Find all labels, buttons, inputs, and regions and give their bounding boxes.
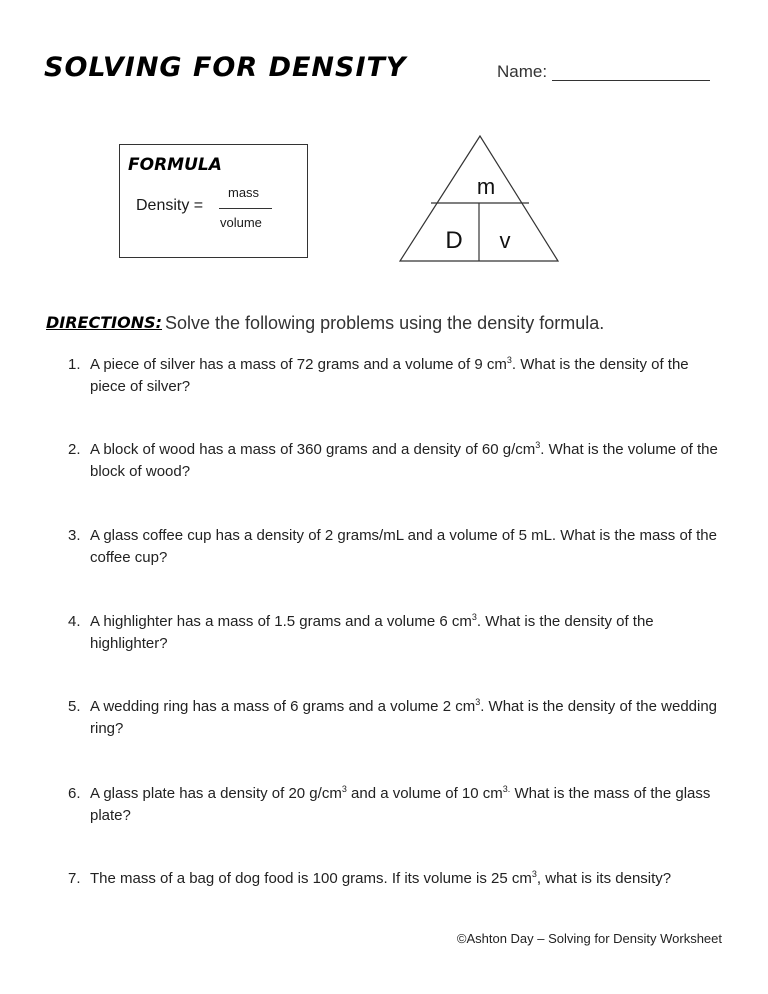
formula-box	[119, 144, 308, 258]
problem-3	[68, 525, 728, 569]
problem-4	[68, 611, 728, 655]
formula-heading: FORMULA	[128, 155, 222, 175]
density-label: Density =	[136, 197, 204, 214]
worksheet-title: SOLVING FOR DENSITY	[44, 52, 407, 83]
problem-text: The mass of a bag of dog food is 100 grams. If its volume is 25 $cm^3$, what is its density?	[90, 869, 672, 887]
density-triangle	[398, 134, 562, 264]
footer-credit: ©Ashton Day – Solving for Density Worksheet	[456, 931, 722, 946]
problem-7	[68, 868, 728, 890]
fraction-numerator: mass	[228, 185, 260, 200]
problem-5	[68, 696, 728, 740]
triangle-mass-label: m	[476, 174, 496, 199]
problem-number: 2.	[68, 441, 81, 458]
problem-2	[68, 439, 728, 483]
name-blank-line	[552, 80, 710, 81]
problem-text: A glass coffee cup has a density of 2 grams/mL and a volume of 5 mL. What is the mass of the coffee cup?	[90, 527, 717, 566]
problem-text: A glass plate has a density of 20 $g/cm^3$ and a volume of 10 $cm^{3.}$ What is the mass of the glass plate?	[90, 784, 711, 824]
problem-text: A highlighter has a mass of 1.5 grams and a volume 6 $cm^3$. What is the density of the highlighter?	[90, 612, 654, 652]
fraction-bar	[219, 208, 272, 209]
name-label: Name:	[497, 62, 548, 81]
problem-text: A block of wood has a mass of 360 grams and a density of 60 $g/cm^3$. What is the volume of the block of wood?	[90, 440, 718, 480]
directions-label: DIRECTIONS:	[46, 313, 163, 332]
problem-number: 5.	[68, 698, 81, 715]
problem-6	[68, 783, 728, 827]
problem-number: 3.	[68, 527, 81, 544]
problem-text: A piece of silver has a mass of 72 grams and a volume of 9 $cm^3$. What is the density of the piece of silver?	[90, 355, 689, 395]
directions-text: Solve the following problems using the density formula.	[165, 313, 605, 333]
problem-text: A wedding ring has a mass of 6 grams and a volume 2 $cm^3$. What is the density of the wedding ring?	[90, 697, 718, 737]
triangle-volume-label: v	[499, 228, 511, 253]
problem-number: 7.	[68, 870, 81, 887]
triangle-density-label: D	[445, 227, 463, 254]
problem-number: 1.	[68, 356, 81, 373]
fraction-denominator: volume	[220, 215, 262, 230]
problem-number: 4.	[68, 613, 81, 630]
problem-1	[68, 354, 728, 398]
problem-number: 6.	[68, 785, 81, 802]
